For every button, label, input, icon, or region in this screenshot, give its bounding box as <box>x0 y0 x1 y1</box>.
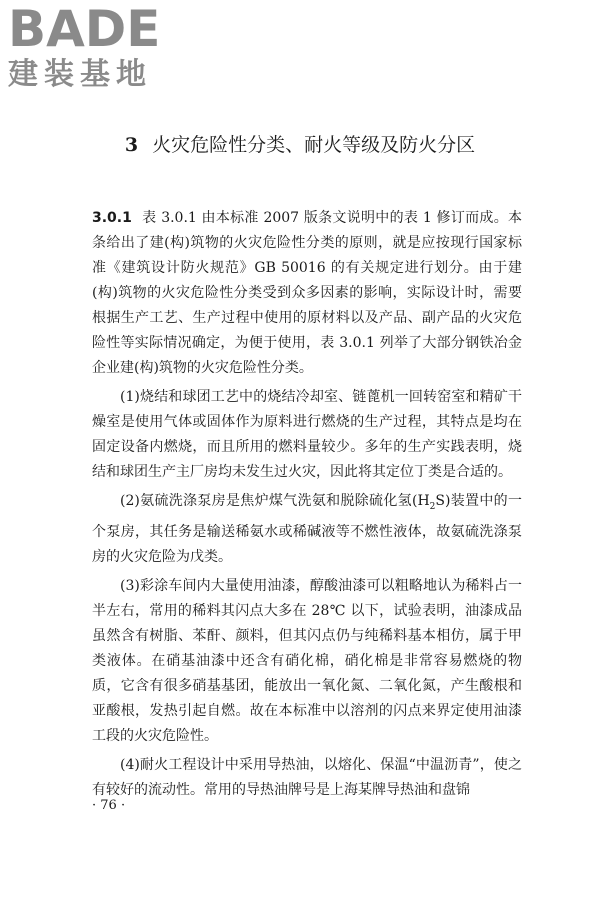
chapter-number: 3 <box>124 134 139 156</box>
paragraph-4: (4)耐火工程设计中采用导热油，以熔化、保温“中温沥青”，使之有较好的流动性。常用的导热油牌号是上海某牌导热油和盘锦 <box>92 756 522 798</box>
section-intro-text: 表 3.0.1 由本标准 2007 版条文说明中的表 1 修订而成。本条给出了建(构)筑物的火灾危险性分类的原则，就是应按现行国家标准《建筑设计防火规范》GB 50016 的有关规定进行划分。由于建(构)筑物的火灾危险性分类受到众多因素的影响，实际设计时，需要根据生产工艺、生产过程中使用的原材料以及产品、副产品的火灾危险性等实际情况确定，为便于使用，表 3.0.1 列举了大部分钢铁冶金企业建(构)筑物的火灾危险性分类。 <box>92 210 522 376</box>
page-number: · 76 · <box>92 798 126 813</box>
paragraph-2-part-a: (2)氨硫洗涤泵房是焦炉煤气洗氨和脱除硫化氢(H <box>120 493 430 509</box>
section-number: 3.0.1 <box>92 210 132 226</box>
logo-subtitle: 建装基地 <box>8 57 152 92</box>
body-text <box>92 206 522 807</box>
logo <box>8 2 183 92</box>
section-intro <box>92 206 522 381</box>
paragraph-1: (1)烧结和球团工艺中的烧结冷却室、链蓖机一回转窑室和精矿干燥室是使用气体或固体作为原料进行燃烧的生产过程，其特点是均在固定设备内燃烧，而且所用的燃料量较少。多年的生产实践表明，烧结和球团生产主厂房均未发生过火灾，因此将其定位丁类是合适的。 <box>92 389 522 480</box>
paragraph-2-subscript: 2 <box>429 501 436 512</box>
chapter-title: 火灾危险性分类、耐火等级及防火分区 <box>152 134 476 156</box>
logo-brand: BADE <box>8 0 161 58</box>
paragraph-2-part-b: S)装置中的一个泵房，其任务是输送稀氨水或稀碱液等不燃性液体，故氨硫洗涤泵房的火灾危险为戊类。 <box>92 493 522 565</box>
chapter-heading <box>0 132 600 158</box>
paragraph-3: (3)彩涂车间内大量使用油漆，醇酸油漆可以粗略地认为稀料占一半左右，常用的稀料其闪点大多在 28℃ 以下，试验表明，油漆成品虽然含有树脂、苯酐、颜料，但其闪点仍与纯稀料基本相仿，属于甲类液体。在硝基油漆中还含有硝化棉，硝化棉是非常容易燃烧的物质，它含有很多硝基基团，能放出一氧化氮、二氧化氮，产生酸根和亚酸根，发热引起自燃。故在本标准中以溶剂的闪点来界定使用油漆工段的火灾危险性。 <box>92 577 522 744</box>
paragraph-2 <box>92 489 522 570</box>
